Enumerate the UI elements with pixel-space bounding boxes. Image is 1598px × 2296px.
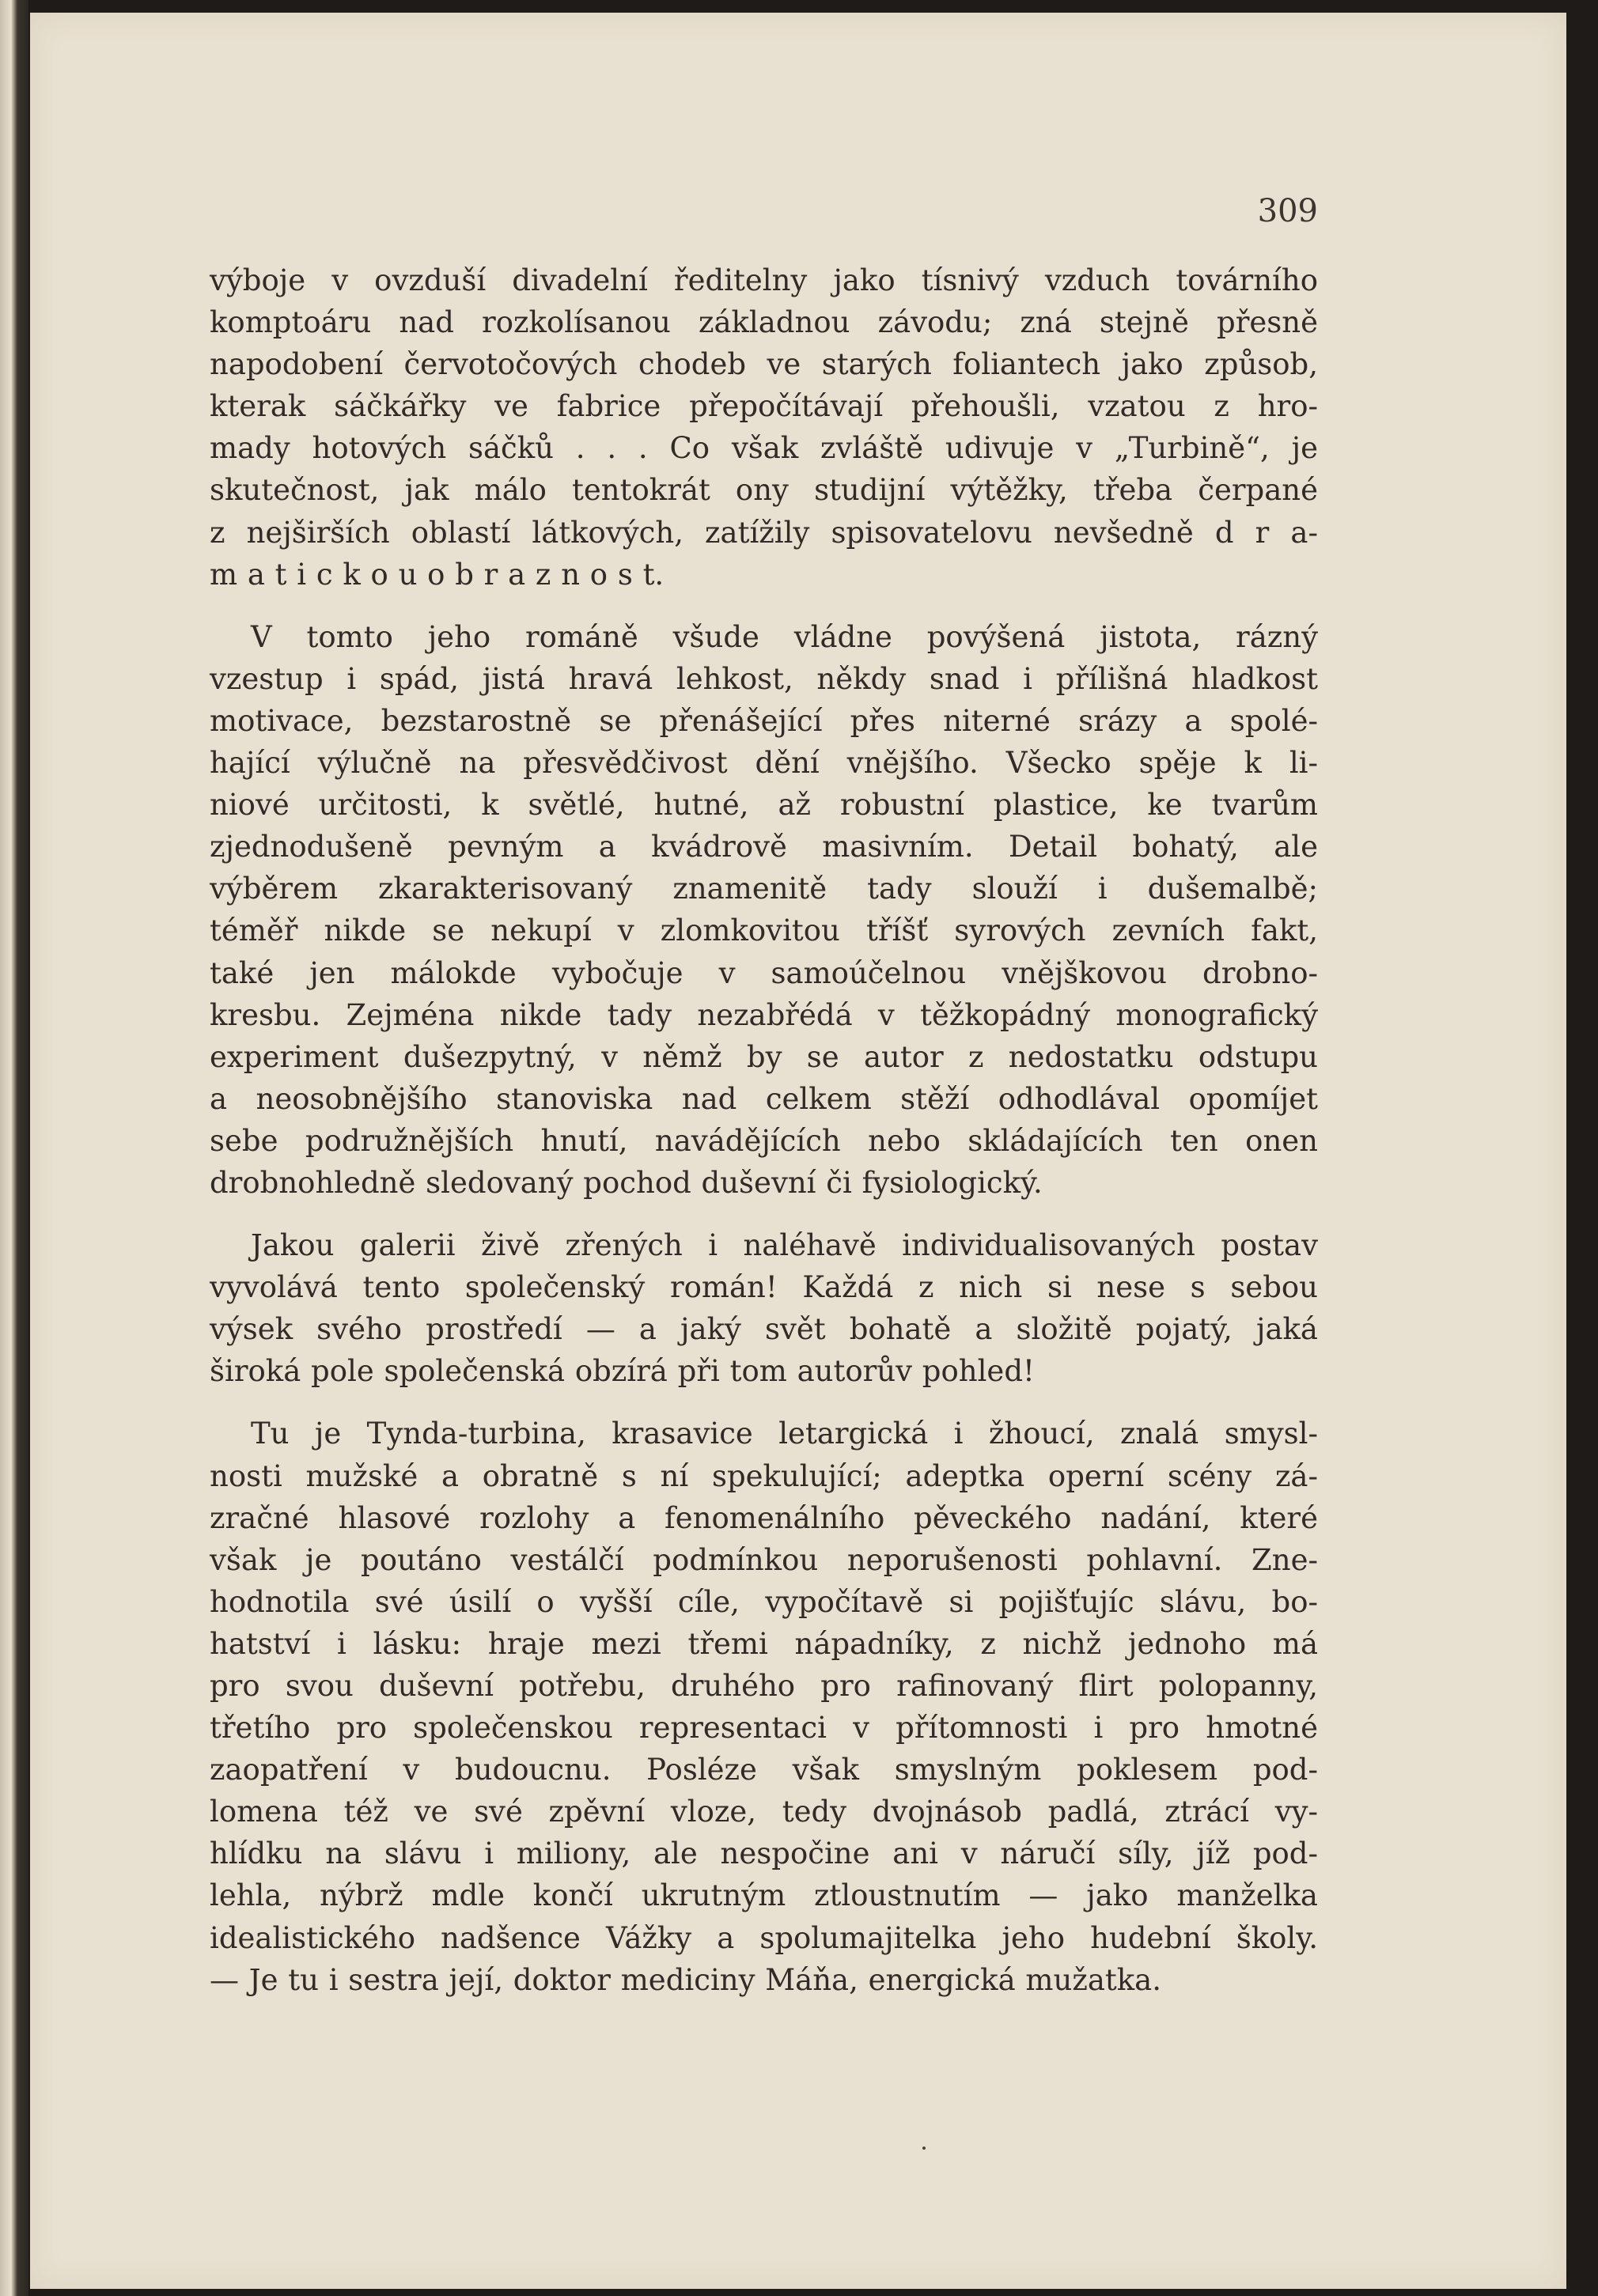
text-line: sebe podružnějších hnutí, navádějících nebo skládajících ten onen (210, 1123, 1318, 1158)
paragraph-4 (210, 1413, 1318, 2000)
text-line: třetího pro společenskou representaci v přítomnosti i pro hmotné (210, 1711, 1318, 1746)
text-line: vyvolává tento společenský román! Každá z nich si nese s sebou (210, 1270, 1318, 1305)
text-line: lehla, nýbrž mdle končí ukrutným ztloustnutím — jako manželka (210, 1878, 1318, 1913)
text-line: široká pole společenská obzírá při tom autorův pohled! (210, 1354, 1035, 1389)
text-line: kterak sáčkářky ve fabrice přepočítávají přehoušli, vzatou z hro- (210, 389, 1318, 424)
text-line: napodobení červotočových chodeb ve starých foliantech jako způsob, (210, 347, 1318, 382)
text-line: mady hotových sáčků . . . Co však zvláště udivuje v „Turbině“, je (210, 431, 1318, 466)
text-line: zaopatření v budoucnu. Posléze však smyslným poklesem pod- (210, 1753, 1318, 1787)
text-line: výboje v ovzduší divadelní ředitelny jako tísnivý vzduch továrního (210, 263, 1318, 297)
text-line: hodnotila své úsilí o vyšší cíle, vypočítavě si pojišťujíc slávu, bo- (210, 1584, 1318, 1619)
text-line: niové určitosti, k světlé, hutné, až robustní plastice, ke tvarům (210, 788, 1318, 823)
text-line: a neosobnějšího stanoviska nad celkem stěží odhodlával opomíjet (210, 1081, 1318, 1116)
text-line: lomena též ve své zpěvní vloze, tedy dvojnásob padlá, ztrácí vy- (210, 1795, 1318, 1829)
left-page-edge (0, 0, 28, 2296)
text-line: zračné hlasové rozlohy a fenomenálního pěveckého nadání, které (210, 1500, 1318, 1535)
text-line: hající výlučně na přesvědčivost dění vnějšího. Všecko spěje k li- (210, 746, 1318, 781)
text-line: téměř nikde se nekupí v zlomkovitou tříšť syrových zevních fakt, (210, 913, 1318, 948)
paragraph-2 (210, 616, 1318, 1204)
text-line: Tu je Tynda-turbina, krasavice letargická i žhoucí, znalá smysl- (251, 1417, 1318, 1451)
text-line: však je poutáno vestálčí podmínkou neporušenosti pohlavní. Zne- (210, 1542, 1318, 1577)
text-line: vzestup i spád, jistá hravá lehkost, někdy snad i přílišná hladkost (210, 661, 1318, 696)
text-line: m a t i c k o u o b r a z n o s t. (210, 557, 665, 592)
text-line: idealistického nadšence Vážky a spolumajitelka jeho hudební školy. (210, 1920, 1318, 1955)
paragraph-3 (210, 1224, 1318, 1392)
text-line: Jakou galerii živě zřených i naléhavě individualisovaných postav (251, 1228, 1318, 1263)
ink-speck (922, 2147, 926, 2150)
text-line: pro svou duševní potřebu, druhého pro rafinovaný flirt polopanny, (210, 1669, 1318, 1703)
text-line: z nejširších oblastí látkových, zatížily spisovatelovu nevšedně d r a- (210, 515, 1318, 550)
text-line: nosti mužské a obratně s ní spekulující; adeptka operní scény zá- (210, 1458, 1318, 1493)
text-line: motivace, bezstarostně se přenášející přes niterné srázy a spolé- (210, 703, 1318, 738)
text-line: také jen málokde vybočuje v samoúčelnou vnějškovou drobno- (210, 955, 1318, 990)
text-line: zjednodušeně pevným a kvádrově masivním. Detail bohatý, ale (210, 830, 1318, 864)
text-line: drobnohledně sledovaný pochod duševní či fysiologický. (210, 1165, 1043, 1200)
text-line: komptoáru nad rozkolísanou základnou závodu; zná stejně přesně (210, 305, 1318, 340)
text-line: skutečnost, jak málo tentokrát ony studijní výtěžky, třeba čerpané (210, 473, 1318, 508)
text-line: kresbu. Zejména nikde tady nezabřédá v těžkopádný monografický (210, 997, 1318, 1032)
text-line: výsek svého prostředí — a jaký svět bohatě a složitě pojatý, jaká (210, 1312, 1318, 1347)
text-line: výběrem zkarakterisovaný znamenitě tady slouží i dušemalbě; (210, 872, 1318, 906)
text-line: hatství i lásku: hraje mezi třemi nápadníky, z nichž jednoho má (210, 1626, 1318, 1661)
page-number: 309 (1257, 193, 1318, 229)
text-line: — Je tu i sestra její, doktor mediciny Máňa, energická mužatka. (210, 1962, 1161, 1997)
text-block (210, 259, 1318, 2022)
text-line: hlídku na slávu i miliony, ale nespočine ani v náručí síly, jíž pod- (210, 1836, 1318, 1871)
text-line: V tomto jeho románě všude vládne povýšená jistota, rázný (251, 619, 1318, 654)
text-line: experiment dušezpytný, v němž by se autor z nedostatku odstupu (210, 1039, 1318, 1074)
paragraph-1 (210, 259, 1318, 596)
book-page (30, 13, 1566, 2289)
